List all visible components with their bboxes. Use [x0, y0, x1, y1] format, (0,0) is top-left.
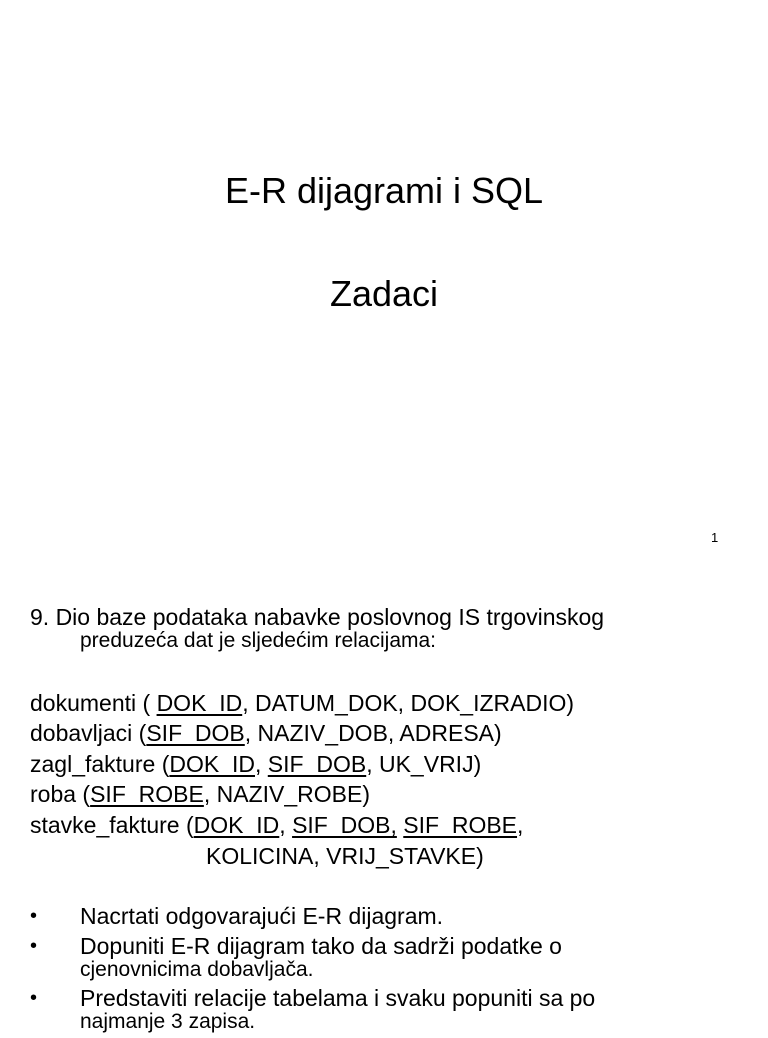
list-item	[30, 934, 750, 981]
primary-key: DOK_ID	[156, 690, 243, 716]
relation-dobavljaci	[30, 718, 502, 748]
bullet-icon: •	[30, 905, 38, 927]
relation-attributes: ,	[517, 812, 524, 838]
list-item-text-continuation: cjenovnicima dobavljača.	[80, 958, 314, 981]
relation-attributes: , NAZIV_ROBE)	[203, 781, 371, 807]
list-item-text: Dopuniti E-R dijagram tako da sadrži podatke o	[80, 933, 562, 959]
primary-key: DOK_ID	[193, 812, 280, 838]
relation-name: zagl_fakture (	[30, 751, 170, 777]
relation-name: stavke_fakture (	[30, 812, 194, 838]
slide-subtitle: Zadaci	[329, 273, 439, 314]
relation-name: roba (	[30, 781, 91, 807]
primary-key: SIF_ROBE	[90, 781, 204, 807]
list-item	[30, 904, 750, 929]
primary-key: SIF_ROBE	[403, 812, 518, 838]
primary-key: SIF_DOB,	[292, 812, 397, 838]
list-item	[30, 986, 750, 1033]
page-number: 1	[711, 530, 719, 545]
relation-roba	[30, 779, 370, 809]
relation-attributes: , DATUM_DOK, DOK_IZRADIO)	[242, 690, 575, 716]
relation-stavke-fakture	[30, 810, 523, 840]
primary-key: SIF_DOB	[146, 720, 245, 746]
task-statement-line2: preduzeća dat je sljedećim relacijama:	[80, 629, 437, 652]
task-slide	[0, 576, 768, 1033]
relation-attributes: , NAZIV_DOB, ADRESA)	[244, 720, 502, 746]
slide-title: E-R dijagrami i SQL	[224, 170, 544, 211]
primary-key: DOK_ID	[169, 751, 255, 777]
relation-name: dokumenti (	[30, 690, 157, 716]
list-item-text: Predstaviti relacije tabelama i svaku popuniti sa po	[80, 985, 596, 1011]
relation-dokumenti	[30, 688, 574, 718]
relation-attributes: , UK_VRIJ)	[366, 751, 482, 777]
bullet-icon: •	[30, 987, 38, 1009]
list-item-text: Nacrtati odgovarajući E-R dijagram.	[80, 903, 444, 929]
separator: ,	[279, 812, 293, 838]
list-item-text-continuation: najmanje 3 zapisa.	[80, 1010, 256, 1033]
bullet-icon: •	[30, 935, 38, 957]
task-list	[30, 904, 750, 1038]
primary-key: SIF_DOB	[267, 751, 367, 777]
task-statement-line1: 9. Dio baze podataka nabavke poslovnog IS trgovinskog	[30, 604, 605, 630]
relation-stavke-fakture-continuation: KOLICINA, VRIJ_STAVKE)	[206, 843, 484, 869]
relation-name: dobavljaci (	[30, 720, 147, 746]
task-statement	[30, 604, 750, 652]
separator: ,	[255, 751, 268, 777]
relation-zagl-fakture	[30, 749, 481, 779]
